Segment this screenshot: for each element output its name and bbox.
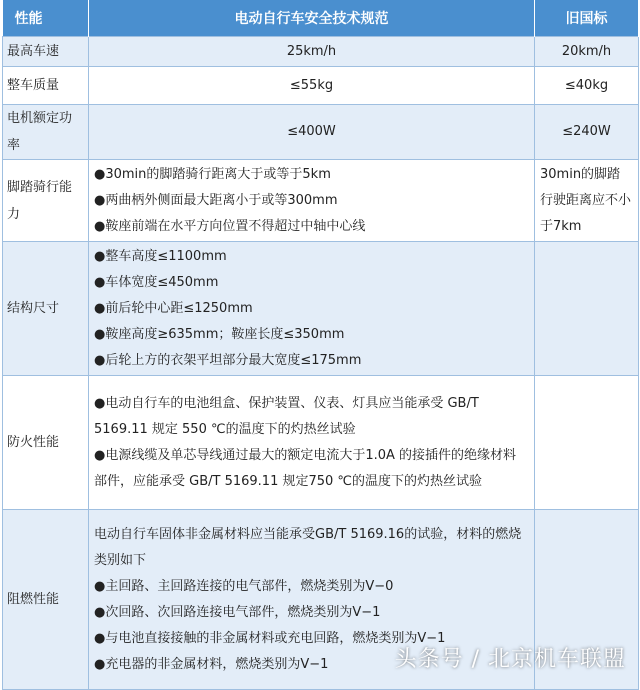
row-label: 结构尺寸 (3, 242, 89, 376)
table-row (3, 376, 639, 510)
header-row (3, 0, 639, 37)
header-old-standard: 旧国标 (535, 0, 639, 37)
list-item: ●电源线缆及单芯导线通过最大的额定电流大于1.0A 的接插件的绝缘材料部件，应能承受 GB/T 5169.11 规定750 ℃的温度下的灼热丝试验 (94, 447, 517, 489)
list-item: ●电动自行车的电池组盒、保护装置、仪表、灯具应当能承受 GB/T 5169.11 规定 550 ℃的温度下的灼热丝试验 (94, 395, 479, 437)
row-label: 脚踏骑行能力 (3, 160, 89, 242)
table-row (3, 105, 639, 160)
new-value (89, 242, 535, 376)
watermark: 头条号 / 北京机车联盟 (394, 647, 626, 672)
row-label: 电机额定功率 (3, 105, 89, 160)
table-row (3, 242, 639, 376)
row-label: 整车质量 (3, 67, 89, 105)
old-value: ≤240W (535, 105, 639, 160)
old-value (535, 376, 639, 510)
new-value: ≤55kg (89, 67, 535, 105)
new-value (89, 160, 535, 242)
list-item: ●主回路、主回路连接的电气部件，燃烧类别为V−0 (94, 578, 394, 594)
intro-text: 电动自行车固体非金属材料应当能承受GB/T 5169.16的试验，材料的燃烧类别如下 (94, 526, 522, 568)
header-performance: 性能 (3, 0, 89, 37)
header-new-standard: 电动自行车安全技术规范 (89, 0, 535, 37)
old-value: ≤40kg (535, 67, 639, 105)
new-value (89, 376, 535, 510)
table-row (3, 67, 639, 105)
standards-comparison-table (2, 0, 639, 690)
list-item: ●两曲柄外侧面最大距离小于或等300mm (94, 192, 338, 208)
old-value: 30min的脚踏行驶距离应不小于7km (535, 160, 639, 242)
list-item: ●后轮上方的衣架平坦部分最大宽度≤175mm (94, 352, 362, 368)
list-item: ●车体宽度≤450mm (94, 274, 219, 290)
list-item: ●与电池直接接触的非金属材料或充电回路，燃烧类别为V−1 (94, 630, 446, 646)
list-item: ●30min的脚踏骑行距离大于或等于5km (94, 166, 331, 182)
table-row (3, 37, 639, 67)
old-value (535, 242, 639, 376)
list-item: ●充电器的非金属材料，燃烧类别为V−1 (94, 656, 329, 672)
list-item: ●前后轮中心距≤1250mm (94, 300, 253, 316)
new-value: 25km/h (89, 37, 535, 67)
new-value: ≤400W (89, 105, 535, 160)
row-label: 阻燃性能 (3, 510, 89, 690)
row-label: 最高车速 (3, 37, 89, 67)
list-item: ●鞍座前端在水平方向位置不得超过中轴中心线 (94, 218, 366, 234)
list-item: ●鞍座高度≥635mm；鞍座长度≤350mm (94, 326, 345, 342)
list-item: ●次回路、次回路连接电气部件，燃烧类别为V−1 (94, 604, 381, 620)
old-value: 20km/h (535, 37, 639, 67)
table-row (3, 160, 639, 242)
list-item: ●整车高度≤1100mm (94, 248, 227, 264)
row-label: 防火性能 (3, 376, 89, 510)
